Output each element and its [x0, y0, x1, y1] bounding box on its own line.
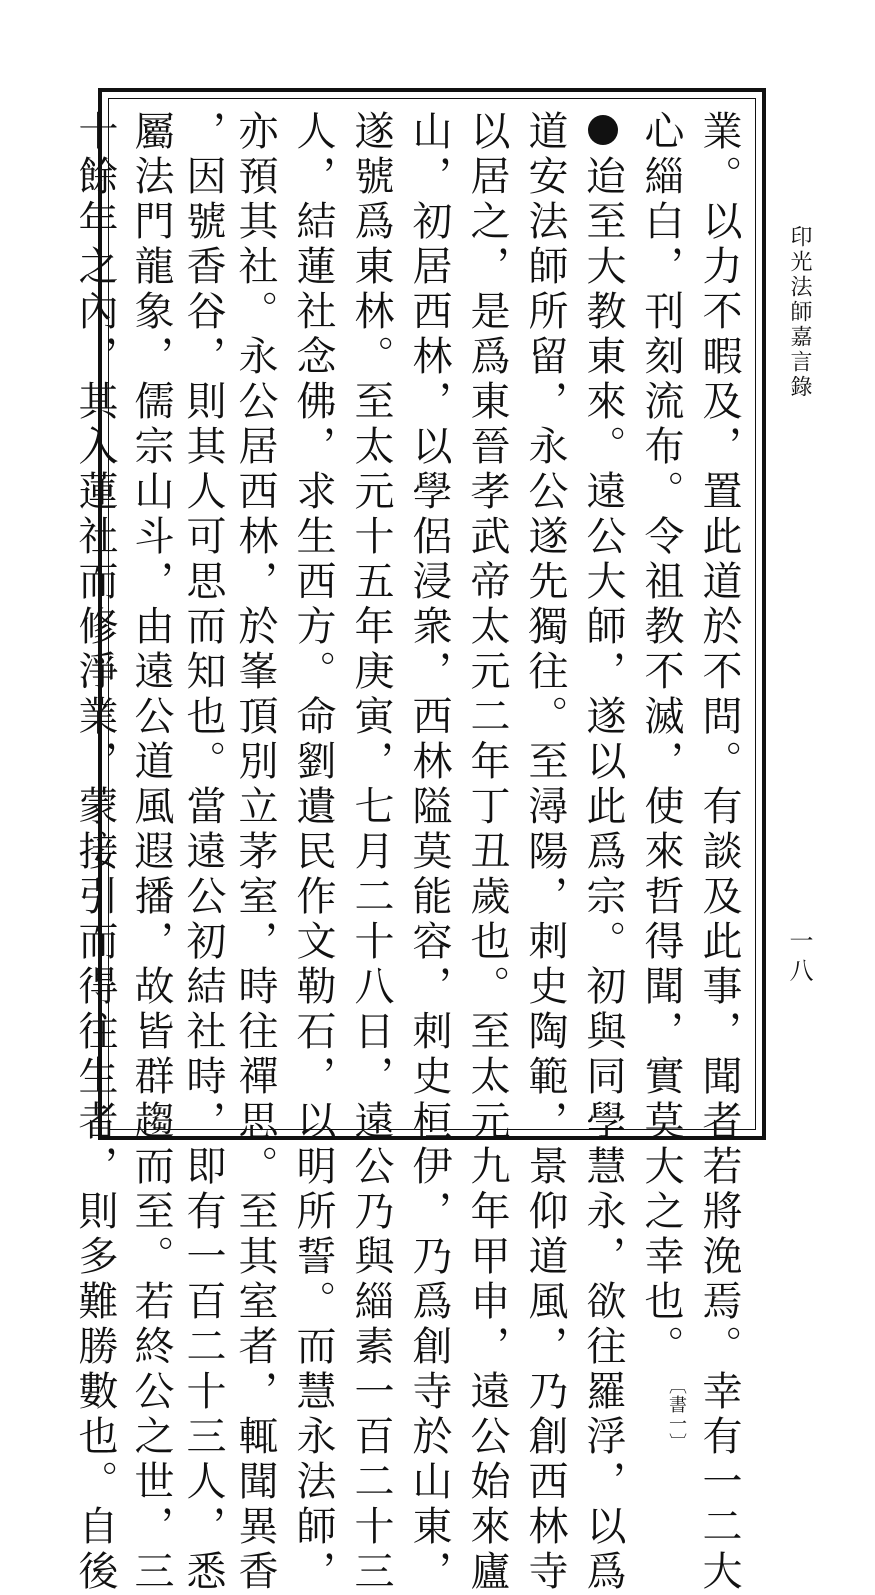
column-text: 心緇白，刊刻流布。令祖教不滅，使來哲得聞，實莫大之幸也。	[638, 110, 684, 1370]
text-column-9: 亦預其社。永公居西林，於峯頂別立茅室，時往禪思。至其室者，輒聞異香	[232, 110, 278, 1595]
text-column-8: 人，結蓮社念佛，求生西方。命劉遺民作文勒石，以明所誓。而慧永法師，	[290, 110, 336, 1595]
text-column-3	[578, 110, 628, 1595]
text-column-10: ，因號香谷，則其人可思而知也。當遠公初結社時，即有一百二十三人，悉	[180, 110, 226, 1595]
text-column-4: 道安法師所留，永公遂先獨往。至潯陽，刺史陶範，景仰道風，乃創西林寺	[522, 110, 568, 1595]
text-column-1: 業。以力不暇及，置此道於不問。有談及此事，聞者若將浼焉。幸有一二大	[696, 110, 742, 1595]
text-block	[72, 110, 744, 1595]
page-number: 一八	[785, 928, 813, 988]
text-column-5: 以居之，是爲東晉孝武帝太元二年丁丑歲也。至太元九年甲申，遠公始來廬	[464, 110, 510, 1595]
text-column-12: 十餘年之內，其入蓮社而修淨業，蒙接引而得往生者，則多難勝數也。自後	[72, 110, 118, 1595]
section-bullet-icon	[588, 115, 618, 145]
column-text: 迨至大教東來。遠公大師，遂以此爲宗。初與同學慧永，欲往羅浮，以爲	[580, 155, 626, 1595]
text-column-2	[636, 110, 687, 1452]
text-column-7: 遂號爲東林。至太元十五年庚寅，七月二十八日，遠公乃與緇素一百二十三	[348, 110, 394, 1595]
running-head: 印光法師嘉言錄	[787, 225, 812, 400]
text-column-6: 山，初居西林，以學侶浸衆，西林隘莫能容，刺史桓伊，乃爲創寺於山東，	[406, 110, 452, 1595]
text-column-11: 屬法門龍象，儒宗山斗，由遠公道風遐播，故皆群趨而至。若終公之世，三	[128, 110, 174, 1595]
source-note: 〔書一〕	[666, 1376, 687, 1452]
